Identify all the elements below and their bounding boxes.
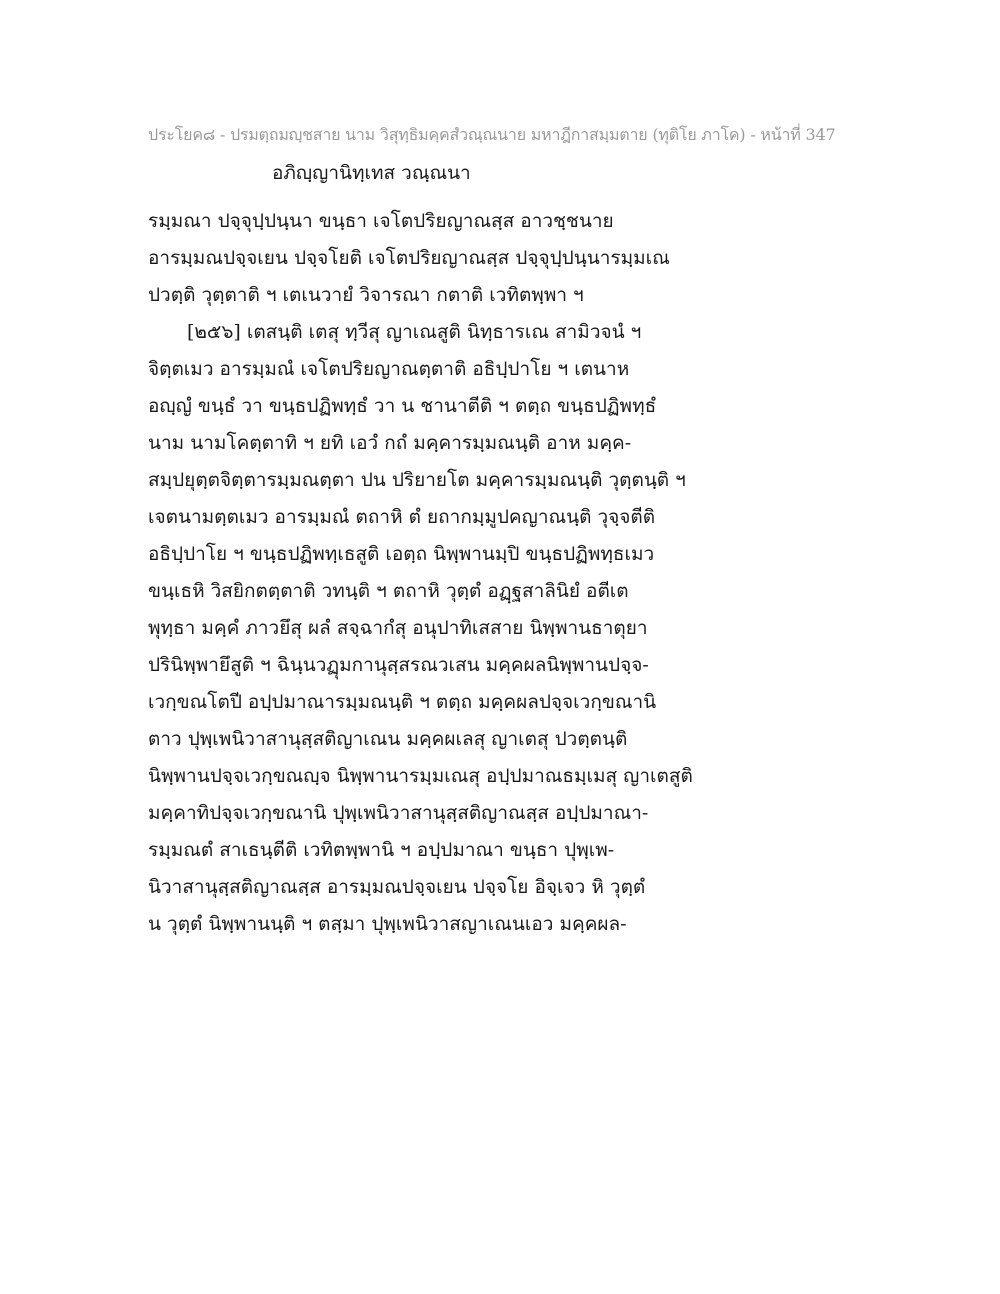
text-line: ปรินิพฺพายึสูติ ฯ ฉินฺนวฏุมกานุสฺสรณวเสน มคฺคผลนิพฺพานปจฺจ- [148,654,649,676]
section-title: อภิญฺญานิทฺเทส วณฺณนา [272,162,471,184]
text-line: เจตนามตฺตเมว อารมฺมณํ ตถาหิ ตํ ยถากมฺมูปคญาณนฺติ วุจฺจตีติ [148,506,656,528]
text-line: นิวาสานุสฺสติญาณสฺส อารมฺมณปจฺจเยน ปจฺจโย อิจฺเจว หิ วุตฺตํ [148,876,646,898]
text-line: ขนฺเธหิ วิสยิกตตฺตาติ วทนฺติ ฯ ตถาหิ วุตฺตํ อฏฺฐสาลินิยํ อตีเต [148,580,629,602]
text-line: พุทฺธา มคฺคํ ภาวยึสุ ผลํ สจฺฉากํสุ อนุปาทิเสสาย นิพฺพานธาตุยา [148,617,648,639]
text-line: เวกฺขณโตปี อปฺปมาณารมฺมณนฺติ ฯ ตตฺถ มคฺคผลปจฺจเวกฺขณานิ [148,691,657,713]
text-line: มคฺคาทิปจฺจเวกฺขณานิ ปุพฺเพนิวาสานุสฺสติญาณสฺส อปฺปมาณา- [148,802,649,824]
text-line: นาม นามโคตฺตาทิ ฯ ยทิ เอวํ กถํ มคฺคารมฺมณนฺติ อาห มคฺค- [148,432,632,454]
text-line: รมฺมณา ปจฺจุปฺปนฺนา ขนฺธา เจโตปริยญาณสฺส อาวชฺชนาย [148,210,614,232]
text-line: ปวตฺติ วุตฺตาติ ฯ เตเนวายํ วิจารณา กตาติ เวทิตพฺพา ฯ [148,284,584,306]
text-line: นิพฺพานปจฺจเวกฺขณญฺจ นิพฺพานารมฺมเณสุ อปฺปมาณธมฺเมสุ ญาเตสูติ [148,765,693,787]
paragraph-start-line: [๒๕๖] เตสนฺติ เตสุ ทฺวีสุ ญาเณสูติ นิทฺธารเณ สามิวจนํ ฯ [187,321,642,343]
text-line: ตาว ปุพฺเพนิวาสานุสฺสติญาเณน มคฺคผเลสุ ญาเตสุ ปวตฺตนฺติ [148,728,628,750]
body-text [148,203,708,943]
running-header: ประโยค๘ - ปรมตฺถมญฺชสาย นาม วิสุทฺธิมคฺคสํวณฺณนาย มหาฎีกาสมฺมตาย (ทุติโย ภาโค) - หน้าที่ 347 [148,125,836,144]
text-line: จิตฺตเมว อารมฺมณํ เจโตปริยญาณตฺตาติ อธิปฺปาโย ฯ เตนาห [148,358,630,380]
text-line: น วุตฺตํ นิพฺพานนฺติ ฯ ตสฺมา ปุพฺเพนิวาสญาเณนเอว มคฺคผล- [148,913,627,935]
text-line: อธิปฺปาโย ฯ ขนฺธปฏิพทฺเธสูติ เอตฺถ นิพฺพานมฺปิ ขนฺธปฏิพทฺธเมว [148,543,655,565]
text-line: รมฺมณตํ สาเธนฺตีติ เวทิตพฺพานิ ฯ อปฺปมาณา ขนฺธา ปุพฺเพ- [148,839,615,861]
text-line: อารมฺมณปจฺจเยน ปจฺจโยติ เจโตปริยญาณสฺส ปจฺจุปฺปนฺนารมฺมเณ [148,247,670,269]
text-line: อญฺญํ ขนฺธํ วา ขนฺธปฏิพทฺธํ วา น ชานาตีติ ฯ ตตฺถ ขนฺธปฏิพทฺธํ [148,395,657,417]
text-line: สมฺปยุตฺตจิตฺตารมฺมณตฺตา ปน ปริยายโต มคฺคารมฺมณนฺติ วุตฺตนฺติ ฯ [148,469,686,491]
